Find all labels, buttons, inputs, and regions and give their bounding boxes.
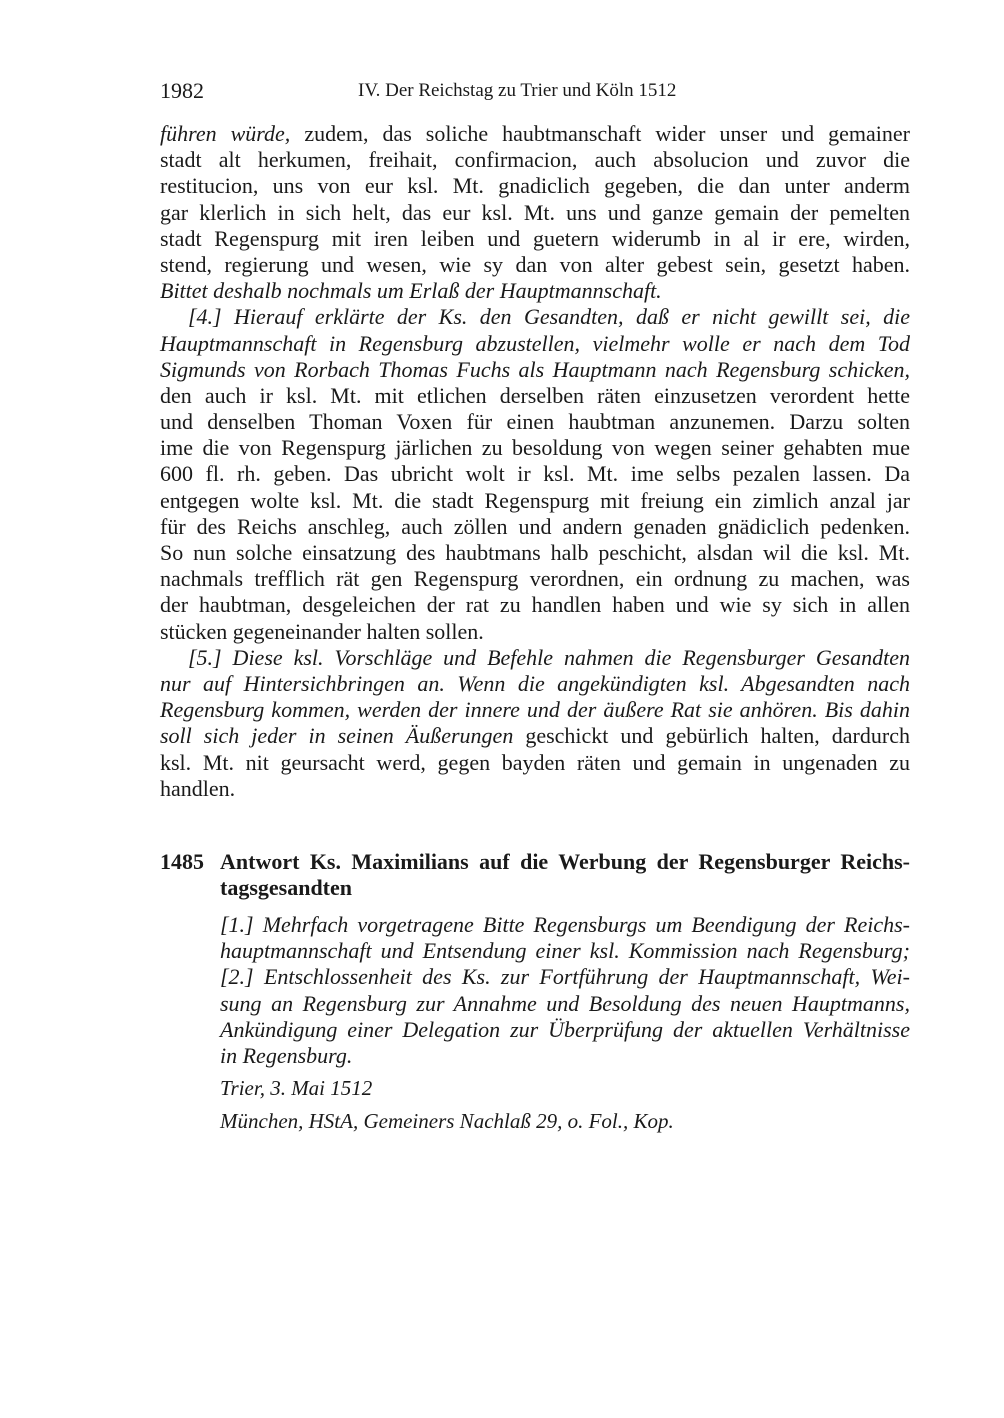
paragraph-1 (160, 121, 910, 304)
page-number: 1982 (160, 78, 204, 103)
document-entry (160, 849, 910, 1133)
text-line: So nun solche einsatzung des haubtmans halb peschicht, alsdan wil die ksl. Mt. (160, 540, 910, 565)
text-line: restitucion, uns von eur ksl. Mt. gnadiclich gegeben, die dan unter anderm (160, 173, 910, 199)
text-line: ksl. Mt. nit geursacht werd, gegen bayden räten und gemain in ungenaden zu (160, 749, 910, 775)
text-run: zudem, das soliche haubtmanschaft wider unser und gemainer (290, 121, 910, 146)
text-line: Bittet deshalb nochmals um Erlaß der Hauptmannschaft. (160, 278, 662, 304)
entry-date: Trier, 3. Mai 1512 (220, 1076, 373, 1100)
abstract-line: sung an Regensburg zur Annahme und Besoldung des neuen Hauptmanns, (220, 990, 910, 1016)
italic-phrase: soll sich jeder in seinen Äußerungen (160, 723, 514, 749)
italic-phrase: führen würde, (160, 121, 291, 146)
text-line: Regensburg kommen, werden der innere und der äußere Rat sie anhören. Bis dahin (160, 697, 910, 723)
text-line: [5.] Diese ksl. Vorschläge und Befehle nahmen die Regensburger Gesandten (188, 644, 910, 670)
abstract-line: in Regensburg. (220, 1042, 353, 1068)
entry-title-line: Antwort Ks. Maximilians auf die Werbung der Regensburger Reichs- (220, 849, 910, 874)
text-line: entgegen wolte ksl. Mt. die stadt Regenspurg mit freiung ein zimlich anzal jar (160, 487, 910, 513)
text-line: stend, regierung und wesen, wie sy dan von alter gebest sein, gesetzt haben. (160, 251, 910, 277)
text-line: nachmals trefflich rät gen Regenspurg verordnen, ein ordnung zu machen, was (160, 566, 910, 592)
running-title: IV. Der Reichstag zu Trier und Köln 1512 (358, 80, 677, 101)
text-line: stadt Regenspurg mit iren leiben und guetern widerumb in al ir ere, wirden, (160, 225, 910, 251)
entry-title (220, 849, 910, 901)
text-line: und denselben Thoman Voxen für einen haubtman anzunemen. Darzu solten (160, 409, 910, 435)
paragraph-3 (160, 645, 910, 802)
entry-heading (160, 849, 910, 901)
body-text (160, 121, 910, 802)
abstract-line: [1.] Mehrfach vorgetragene Bitte Regensburgs um Beendigung der Reichs- (220, 912, 910, 937)
text-line: [4.] Hierauf erklärte der Ks. den Gesandten, daß er nicht gewillt sei, die (188, 304, 910, 330)
entry-number: 1485 (160, 849, 204, 874)
text-run: geschickt und gebürlich halten, dardurch (513, 723, 910, 749)
text-line: Sigmunds von Rorbach Thomas Fuchs als Hauptmann nach Regensburg schicken, (160, 356, 910, 382)
text-line (160, 723, 910, 749)
text-line: nur auf Hintersichbringen an. Wenn die angekündigten ksl. Abgesandten nach (160, 670, 910, 696)
text-line (160, 121, 910, 147)
text-line: 600 fl. rh. geben. Das ubricht wolt ir ksl. Mt. ime selbs pezalen lassen. Da (160, 461, 910, 487)
abstract-line: Ankündigung einer Delegation zur Überprüfung der aktuellen Verhältnisse (220, 1016, 910, 1042)
abstract-line: [2.] Entschlossenheit des Ks. zur Fortführung der Hauptmannschaft, Wei- (220, 964, 910, 990)
paragraph-2 (160, 304, 910, 644)
text-line: Hauptmannschaft in Regensburg abzustellen, vielmehr wolle er nach dem Tod (160, 330, 910, 356)
text-line: für des Reichs anschleg, auch zöllen und andern genaden gnädiclich pedenken. (160, 513, 910, 539)
entry-source: München, HStA, Gemeiners Nachlaß 29, o. Fol., Kop. (220, 1109, 674, 1133)
text-line: der haubtman, desgeleichen der rat zu handlen haben und wie sy sich in allen (160, 592, 910, 618)
text-line: handlen. (160, 775, 236, 801)
running-head (160, 78, 910, 108)
entry-abstract (220, 912, 910, 1069)
text-line: ime die von Regenspurg järlichen zu besoldung von wegen seiner gehabten mue (160, 435, 910, 461)
entry-title-line: tagsgesandten (220, 875, 353, 901)
text-line: den auch ir ksl. Mt. mit etlichen derselben räten einzusetzen verordent hette (160, 382, 910, 408)
text-line: stücken gegeneinander halten sollen. (160, 618, 484, 644)
text-line: stadt alt herkumen, freihait, confirmacion, auch absolucion und zuvor die (160, 147, 910, 173)
text-line: gar klerlich in sich helt, das eur ksl. Mt. uns und ganze gemain der pemelten (160, 199, 910, 225)
abstract-line: hauptmannschaft und Entsendung einer ksl. Kommission nach Regensburg; (220, 938, 910, 964)
